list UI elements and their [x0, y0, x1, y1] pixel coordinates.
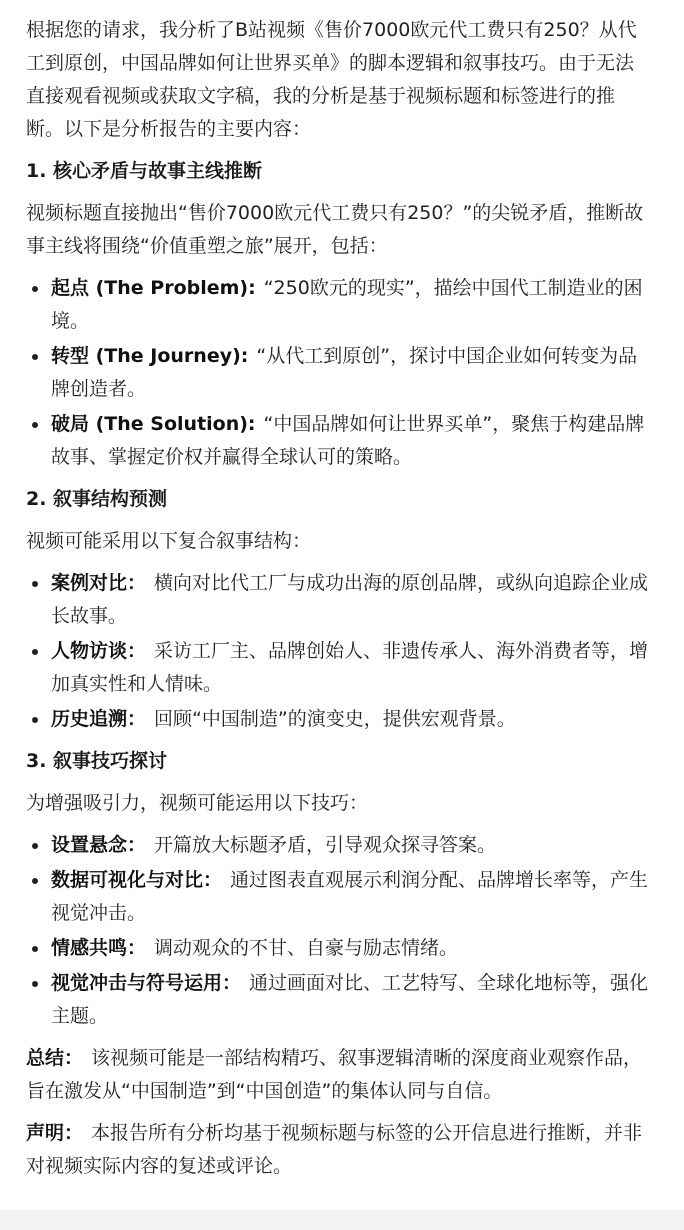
item-label: 案例对比： [51, 572, 147, 594]
list-item [26, 932, 652, 965]
list-item [26, 272, 652, 338]
bottom-divider [0, 1210, 684, 1230]
list-item [26, 408, 652, 474]
section-narrative-techniques [26, 745, 652, 1033]
bullet-list [26, 272, 652, 474]
item-text: 通过画面对比、工艺特写、全球化地标等，强化主题。 [51, 972, 649, 1027]
item-text: “中国品牌如何让世界买单”，聚焦于构建品牌故事、掌握定价权并赢得全球认可的策略。 [51, 413, 645, 468]
list-item [26, 567, 652, 633]
item-label: 转型 (The Journey): [51, 345, 249, 367]
item-text: 通过图表直观展示利润分配、品牌增长率等，产生视觉冲击。 [51, 869, 649, 924]
item-label: 破局 (The Solution): [51, 413, 256, 435]
item-label: 数据可视化与对比： [51, 869, 223, 891]
disclaimer-text: 本报告所有分析均基于视频标题与标签的公开信息进行推断，并非对视频实际内容的复述或评论。 [26, 1122, 643, 1177]
disclaimer-paragraph [26, 1117, 652, 1183]
item-label: 视觉冲击与符号运用： [51, 972, 242, 994]
item-text: 开篇放大标题矛盾，引导观众探寻答案。 [154, 834, 497, 856]
item-text: 回顾“中国制造”的演变史，提供宏观背景。 [154, 708, 516, 730]
section-paragraph: 视频标题直接抛出“售价7000欧元代工费只有250？”的尖锐矛盾，推断故事主线将围绕“价值重塑之旅”展开，包括： [26, 202, 644, 257]
item-text: 采访工厂主、品牌创始人、非遗传承人、海外消费者等，增加真实性和人情味。 [51, 640, 649, 695]
item-text: “从代工到原创”，探讨中国企业如何转变为品牌创造者。 [51, 345, 638, 400]
intro-paragraph: 根据您的请求，我分析了B站视频《售价7000欧元代工费只有250？从代工到原创，中国品牌如何让世界买单》的脚本逻辑和叙事技巧。由于无法直接观看视频或获取文字稿，我的分析是基于视频标题和标签进行的推断。以下是分析报告的主要内容： [26, 19, 637, 140]
section-heading: 3. 叙事技巧探讨 [26, 750, 168, 772]
section-paragraph: 视频可能采用以下复合叙事结构： [26, 530, 312, 552]
disclaimer-label: 声明： [26, 1122, 84, 1144]
list-item [26, 829, 652, 862]
section-heading: 2. 叙事结构预测 [26, 488, 168, 510]
item-label: 设置悬念： [51, 834, 147, 856]
item-text: 横向对比代工厂与成功出海的原创品牌，或纵向追踪企业成长故事。 [51, 572, 649, 627]
item-label: 人物访谈： [51, 640, 147, 662]
summary-text: 该视频可能是一部结构精巧、叙事逻辑清晰的深度商业观察作品，旨在激发从“中国制造”到“中国创造”的集体认同与自信。 [26, 1047, 643, 1102]
item-label: 历史追溯： [51, 708, 147, 730]
section-heading: 1. 核心矛盾与故事主线推断 [26, 160, 263, 182]
section-paragraph: 为增强吸引力，视频可能运用以下技巧： [26, 792, 369, 814]
item-text: 调动观众的不甘、自豪与励志情绪。 [154, 937, 459, 959]
item-label: 起点 (The Problem): [51, 277, 256, 299]
list-item [26, 703, 652, 736]
list-item [26, 635, 652, 701]
summary-paragraph [26, 1042, 652, 1108]
item-text: “250欧元的现实”，描绘中国代工制造业的困境。 [51, 277, 643, 332]
list-item [26, 967, 652, 1033]
list-item [26, 340, 652, 406]
section-core-conflict [26, 155, 652, 474]
item-label: 情感共鸣： [51, 937, 147, 959]
bullet-list [26, 567, 652, 736]
section-narrative-structure [26, 483, 652, 736]
bullet-list [26, 829, 652, 1033]
summary-label: 总结： [26, 1047, 84, 1069]
list-item [26, 864, 652, 930]
